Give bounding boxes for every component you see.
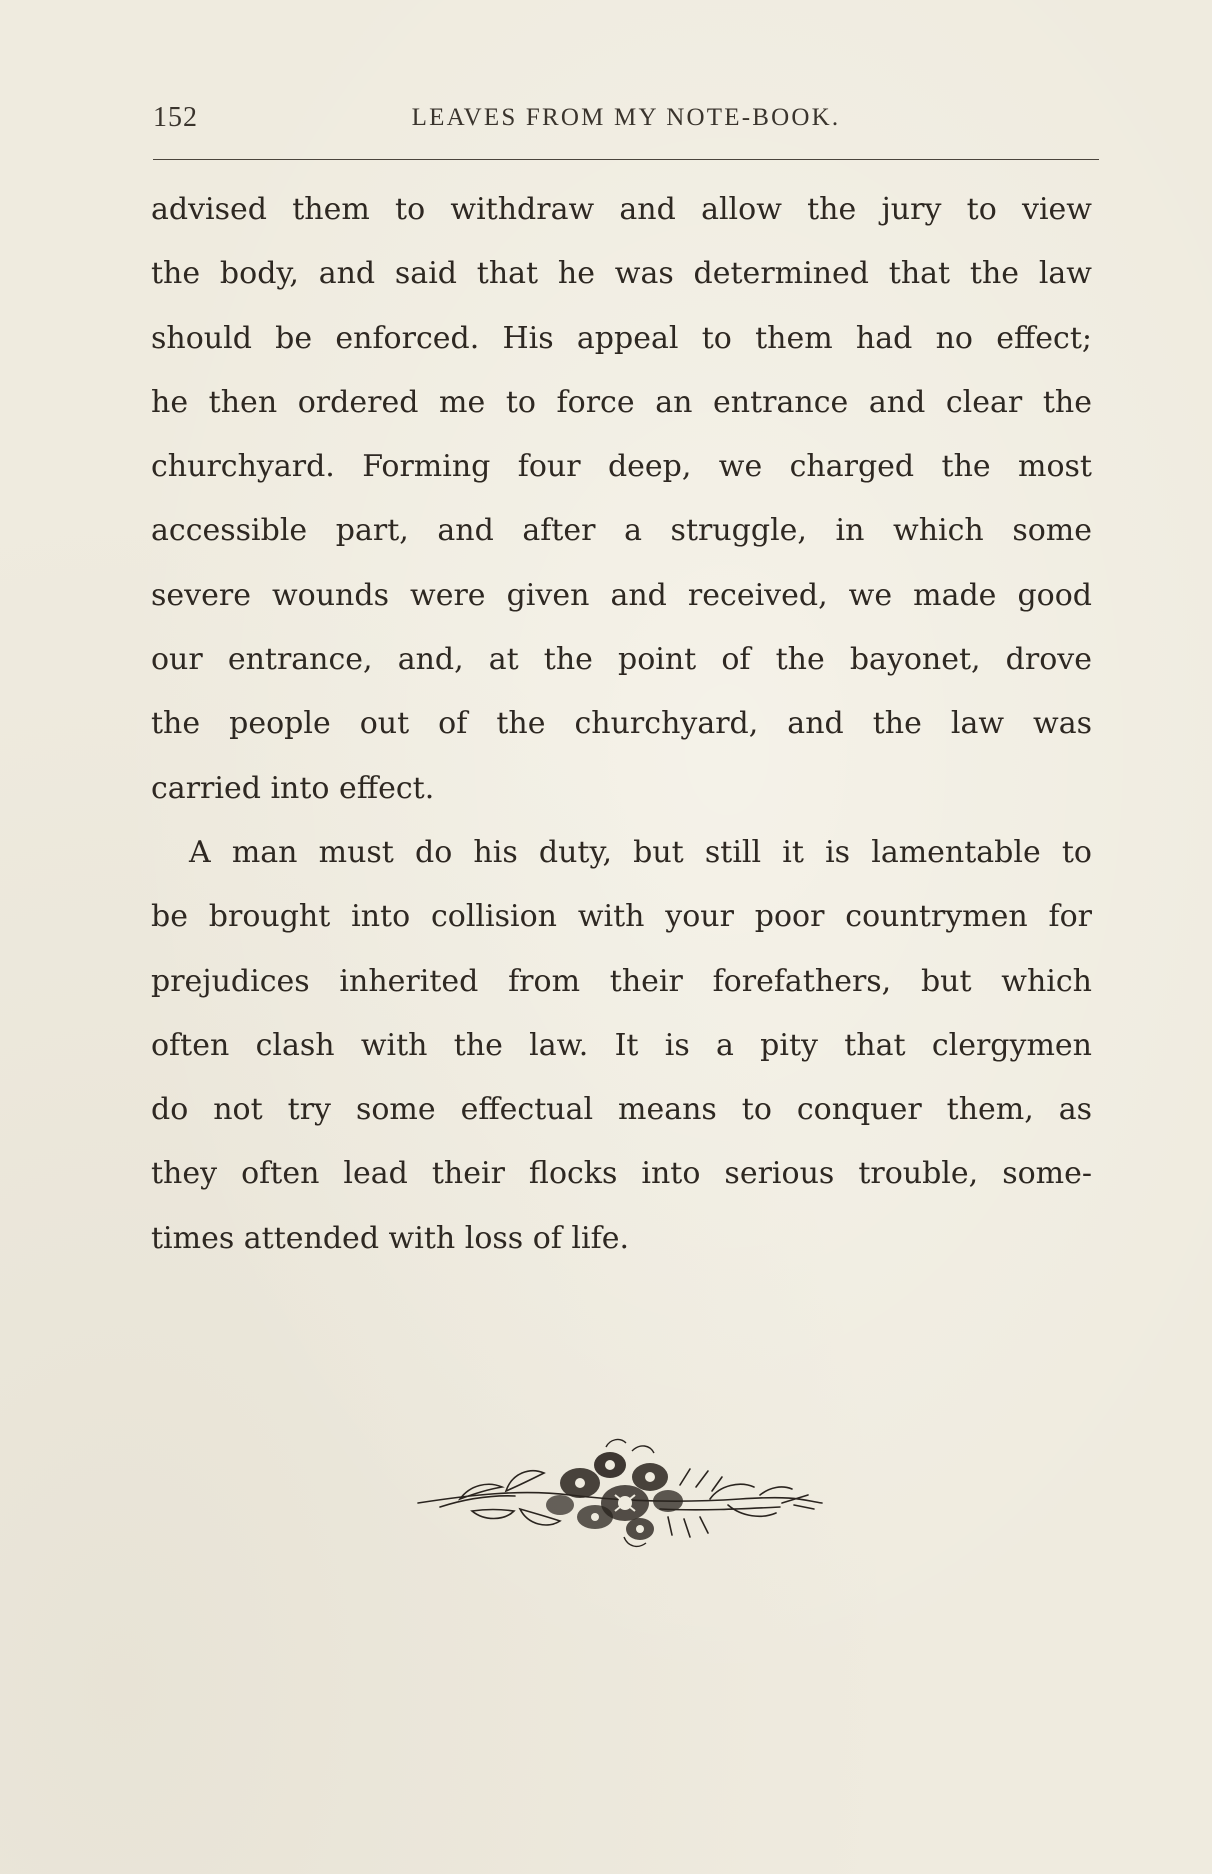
- text-line: accessible part, and after a struggle, in which some: [151, 513, 1092, 549]
- header-rule: [153, 159, 1099, 160]
- floral-tailpiece-icon: [410, 1425, 830, 1555]
- running-head: [153, 96, 1099, 136]
- running-title: LEAVES FROM MY NOTE-BOOK.: [411, 104, 841, 131]
- text-line: advised them to withdraw and allow the jury to view: [151, 192, 1092, 227]
- body-text: [151, 178, 1092, 1271]
- text-line: the body, and said that he was determined that the law: [151, 256, 1092, 292]
- text-line: our entrance, and, at the point of the bayonet, drove: [151, 642, 1092, 678]
- text-line: often clash with the law. It is a pity that clergymen: [151, 1027, 1092, 1063]
- paragraph-end-line: times attended with loss of life.: [151, 1220, 630, 1256]
- text-line: they often lead their flocks into serious trouble, some-: [151, 1156, 1092, 1192]
- text-line: churchyard. Forming four deep, we charged the most: [151, 449, 1092, 485]
- paragraph-end-line: carried into effect.: [151, 770, 435, 806]
- page-number: 152: [153, 102, 198, 133]
- text-line: he then ordered me to force an entrance and clear the: [151, 384, 1092, 420]
- text-line: severe wounds were given and received, we made good: [151, 577, 1092, 613]
- text-line: prejudices inherited from their forefathers, but which: [151, 963, 1092, 999]
- text-line: be brought into collision with your poor countrymen for: [151, 899, 1092, 935]
- text-line: do not try some effectual means to conquer them, as: [151, 1092, 1092, 1128]
- text-line: should be enforced. His appeal to them had no effect;: [151, 320, 1092, 356]
- text-line: the people out of the churchyard, and the law was: [151, 706, 1092, 742]
- paragraph-start-line: A man must do his duty, but still it is lamentable to: [189, 834, 1092, 870]
